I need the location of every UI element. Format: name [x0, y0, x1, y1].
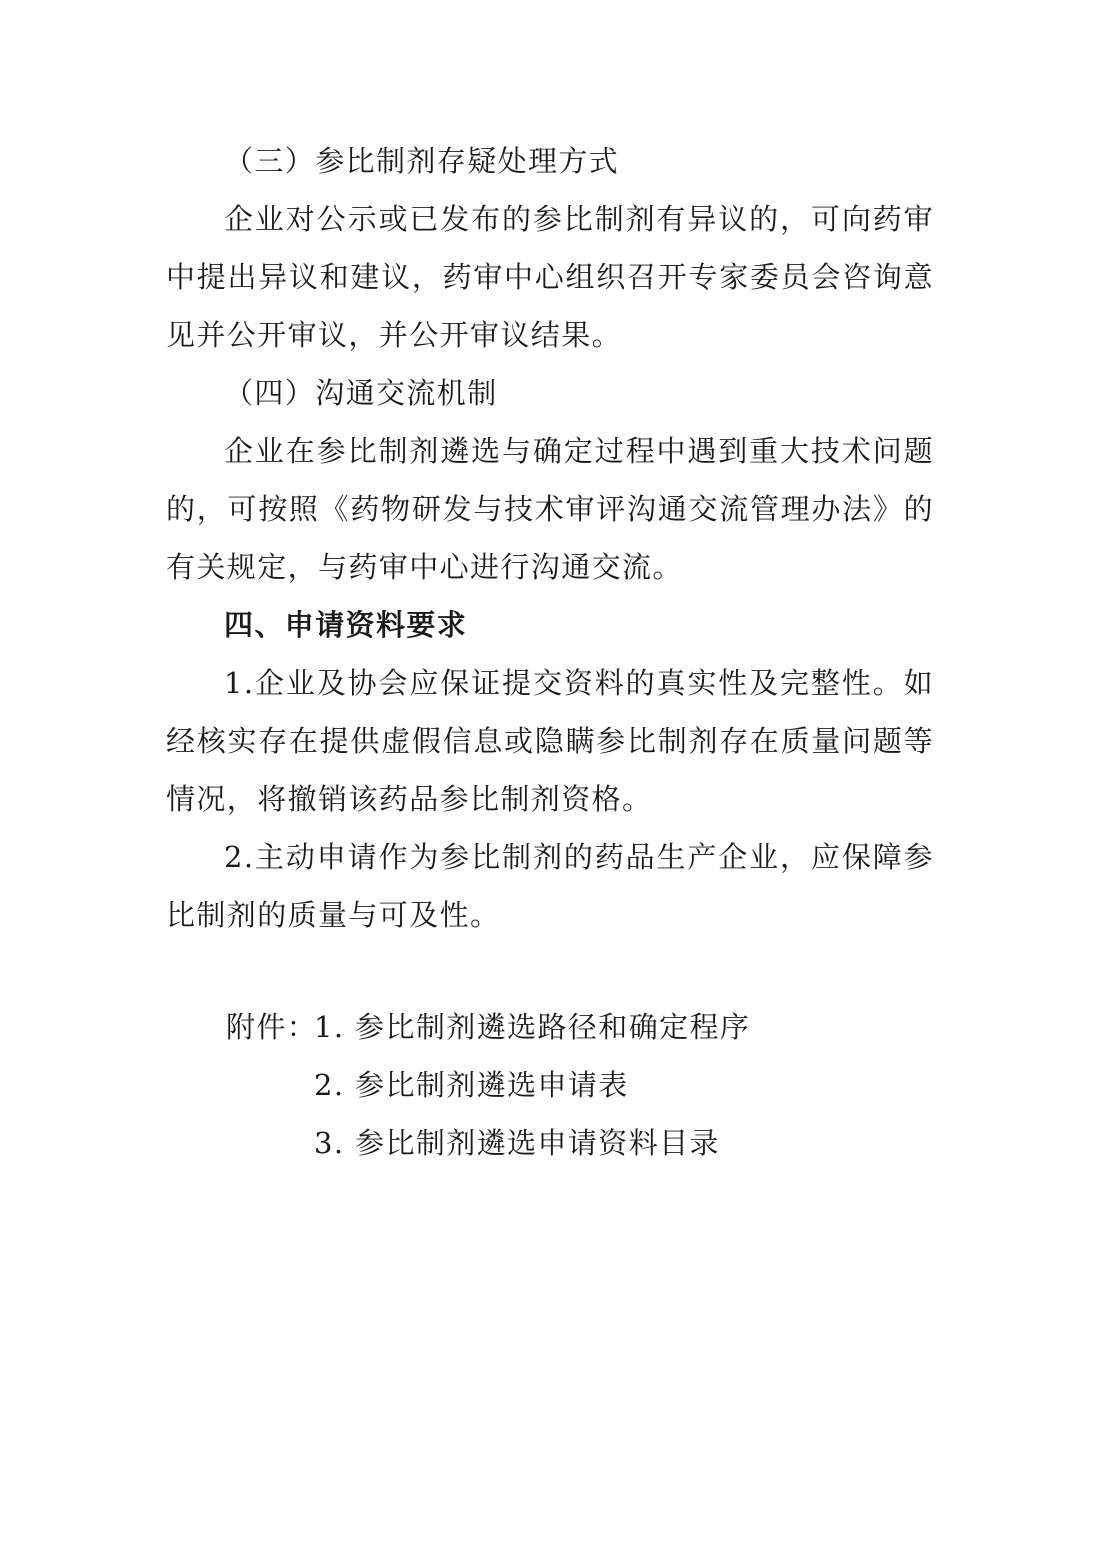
attachments-label: 附件： — [226, 1010, 318, 1044]
attachment-row-2 — [226, 1056, 926, 1114]
attachment-label-spacer — [226, 1114, 314, 1172]
subsection-3-paragraph: 企业对公示或已发布的参比制剂有异议的，可向药审中提出异议和建议，药审中心组织召开专家委员会咨询意见并公开审议，并公开审议结果。 — [166, 202, 934, 352]
subsection-4-paragraph: 企业在参比制剂遴选与确定过程中遇到重大技术问题的，可按照《药物研发与技术审评沟通交流管理办法》的有关规定，与药审中心进行沟通交流。 — [166, 434, 934, 584]
attachment-item: 3. 参比制剂遴选申请资料目录 — [314, 1126, 720, 1160]
subsection-4-heading: （四）沟通交流机制 — [224, 376, 498, 410]
attachment-row-1 — [226, 998, 926, 1056]
attachments-list — [226, 998, 926, 1172]
attachment-item: 2. 参比制剂遴选申请表 — [314, 1068, 629, 1102]
attachment-item: 1. 参比制剂遴选路径和确定程序 — [314, 1010, 751, 1044]
requirement-2-paragraph: 2.主动申请作为参比制剂的药品生产企业，应保障参比制剂的质量与可及性。 — [166, 840, 934, 932]
requirement-1-paragraph: 1.企业及协会应保证提交资料的真实性及完整性。如经核实存在提供虚假信息或隐瞒参比制剂存在质量问题等情况，将撤销该药品参比制剂资格。 — [166, 666, 934, 816]
attachment-row-3 — [226, 1114, 926, 1172]
attachment-label-spacer — [226, 1056, 314, 1114]
section-4-heading: 四、申请资料要求 — [224, 608, 468, 642]
subsection-3-heading: （三）参比制剂存疑处理方式 — [224, 144, 620, 178]
document-body — [166, 132, 934, 944]
